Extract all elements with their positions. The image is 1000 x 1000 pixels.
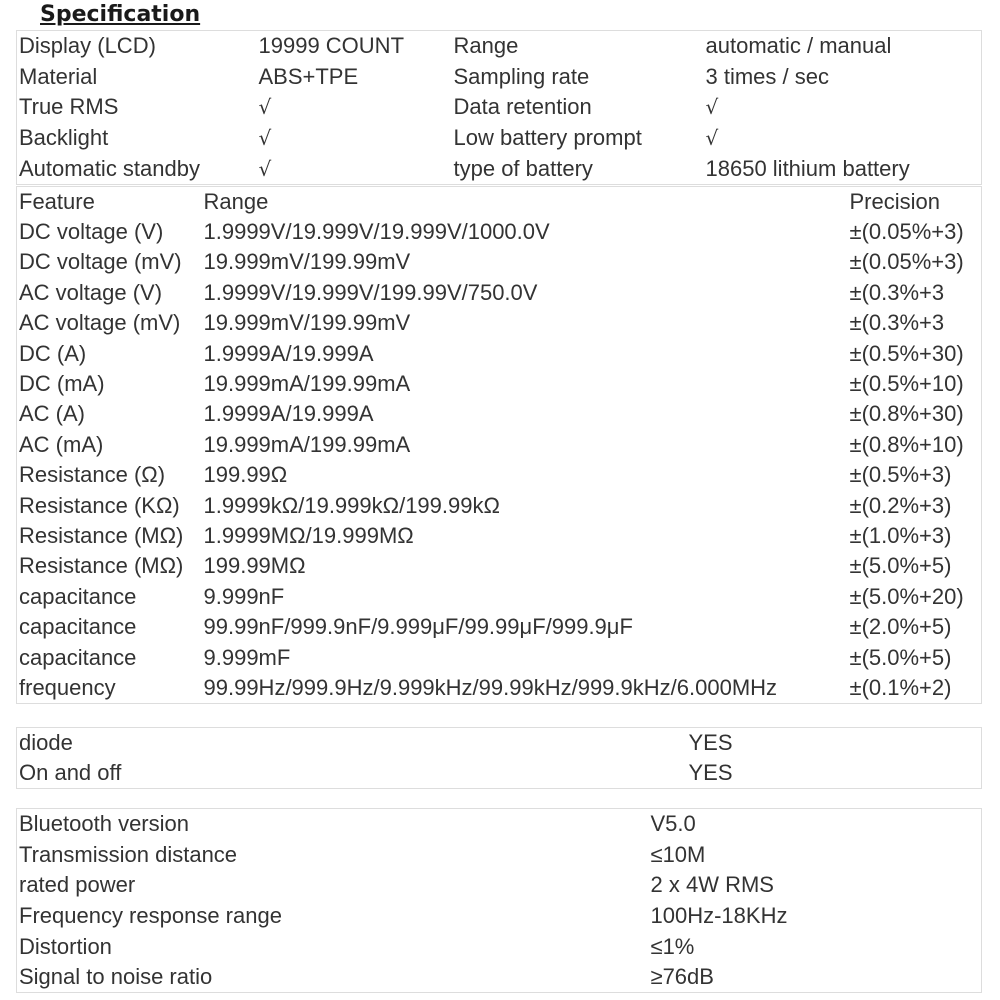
spec-label: Transmission distance	[19, 841, 238, 867]
feature-cell: DC voltage (mV)	[19, 249, 182, 275]
table-row	[17, 612, 982, 642]
spec-label: Data retention	[453, 94, 592, 120]
range-cell: 1.9999A/19.999A	[203, 401, 374, 427]
precision-cell: ±(0.3%+3	[849, 279, 945, 305]
feature-cell: capacitance	[19, 614, 137, 640]
precision-cell: ±(5.0%+5)	[849, 644, 952, 670]
feature-cell: AC voltage (V)	[19, 279, 163, 305]
table-row	[17, 430, 982, 460]
feature-cell: frequency	[19, 674, 116, 700]
column-header-range: Range	[203, 188, 269, 214]
check-mark-icon: √	[705, 126, 719, 151]
range-cell: 19.999mA/199.99mA	[203, 371, 411, 397]
table-row	[17, 31, 982, 62]
feature-cell: Resistance (Ω)	[19, 462, 166, 488]
precision-cell: ±(2.0%+5)	[849, 614, 952, 640]
check-mark-icon: √	[258, 95, 272, 120]
feature-cell: DC (mA)	[19, 371, 105, 397]
check-mark-icon: √	[258, 126, 272, 151]
range-cell: 199.99Ω	[203, 462, 288, 488]
spec-value: 100Hz-18KHz	[650, 902, 788, 928]
spec-value: ≤10M	[650, 841, 706, 867]
table-row	[17, 728, 982, 759]
range-cell: 1.9999V/19.999V/199.99V/750.0V	[203, 279, 538, 305]
table-row	[17, 521, 982, 551]
spec-value: YES	[688, 760, 733, 785]
range-cell: 1.9999A/19.999A	[203, 340, 374, 366]
feature-cell: AC (mA)	[19, 431, 104, 457]
table-row	[17, 870, 982, 901]
spec-label: Material	[19, 63, 98, 89]
range-cell: 1.9999kΩ/19.999kΩ/199.99kΩ	[203, 492, 500, 518]
feature-range-table	[16, 186, 982, 704]
spec-label: On and off	[19, 760, 122, 785]
precision-cell: ±(5.0%+20)	[849, 583, 964, 609]
feature-cell: DC voltage (V)	[19, 219, 164, 245]
spec-label: Display (LCD)	[19, 33, 156, 59]
table-row	[17, 61, 982, 92]
precision-cell: ±(0.2%+3)	[849, 492, 952, 518]
table-row	[17, 399, 982, 429]
spec-label: Automatic standby	[19, 155, 200, 181]
spec-label: Signal to noise ratio	[19, 964, 213, 990]
table-row	[17, 673, 982, 703]
range-cell: 99.99nF/999.9nF/9.999μF/99.99μF/999.9μF	[203, 614, 633, 640]
table-row	[17, 839, 982, 870]
feature-cell: DC (A)	[19, 340, 87, 366]
precision-cell: ±(0.5%+30)	[849, 340, 964, 366]
table-row	[17, 247, 982, 277]
spec-value: V5.0	[650, 811, 696, 837]
precision-cell: ±(0.05%+3)	[849, 249, 964, 275]
range-cell: 99.99Hz/999.9Hz/9.999kHz/99.99kHz/999.9kHz/6.000MHz	[203, 674, 778, 700]
spec-label: type of battery	[453, 155, 593, 181]
range-cell: 19.999mV/199.99mV	[203, 249, 411, 275]
spec-label: Backlight	[19, 125, 109, 151]
precision-cell: ±(0.1%+2)	[849, 674, 952, 700]
table-header-row	[17, 187, 982, 217]
precision-cell: ±(1.0%+3)	[849, 522, 952, 548]
range-cell: 1.9999V/19.999V/19.999V/1000.0V	[203, 219, 550, 245]
range-cell: 9.999mF	[203, 644, 291, 670]
table-row	[17, 551, 982, 581]
table-row	[17, 369, 982, 399]
range-cell: 1.9999MΩ/19.999MΩ	[203, 522, 414, 548]
spec-value: ≥76dB	[650, 964, 714, 990]
feature-cell: Resistance (MΩ)	[19, 522, 184, 548]
feature-cell: AC (A)	[19, 401, 85, 427]
page-title: Specification	[40, 2, 201, 27]
feature-cell: capacitance	[19, 583, 137, 609]
precision-cell: ±(0.3%+3	[849, 310, 945, 336]
precision-cell: ±(0.8%+10)	[849, 431, 964, 457]
spec-label: Bluetooth version	[19, 811, 189, 837]
range-cell: 19.999mV/199.99mV	[203, 310, 411, 336]
spec-label: True RMS	[19, 94, 119, 120]
spec-value: 18650 lithium battery	[705, 155, 910, 181]
spec-value: automatic / manual	[705, 33, 892, 59]
table-row	[17, 758, 982, 789]
check-mark-icon: √	[705, 95, 719, 120]
table-row	[17, 809, 982, 840]
spec-value: 19999 COUNT	[258, 33, 405, 59]
range-cell: 19.999mA/199.99mA	[203, 431, 411, 457]
column-header-feature: Feature	[19, 188, 95, 214]
table-row	[17, 308, 982, 338]
range-cell: 199.99MΩ	[203, 553, 306, 579]
extras-table	[16, 727, 982, 789]
column-header-precision: Precision	[849, 188, 940, 214]
range-cell: 9.999nF	[203, 583, 285, 609]
precision-cell: ±(0.05%+3)	[849, 219, 964, 245]
feature-cell: Resistance (MΩ)	[19, 553, 184, 579]
table-row	[17, 92, 982, 123]
table-row	[17, 490, 982, 520]
table-row	[17, 278, 982, 308]
precision-cell: ±(0.5%+3)	[849, 462, 952, 488]
bluetooth-table	[16, 808, 982, 993]
spec-label: rated power	[19, 872, 136, 898]
spec-label: diode	[19, 730, 73, 755]
feature-cell: AC voltage (mV)	[19, 310, 181, 336]
spec-label: Frequency response range	[19, 902, 282, 928]
table-row	[17, 931, 982, 962]
spec-value: ≤1%	[650, 933, 695, 959]
table-row	[17, 154, 982, 185]
table-row	[17, 338, 982, 368]
spec-value: YES	[688, 730, 733, 755]
spec-value: 2 x 4W RMS	[650, 872, 774, 898]
spec-value: ABS+TPE	[258, 63, 359, 89]
table-row	[17, 582, 982, 612]
spec-value: 3 times / sec	[705, 63, 829, 89]
precision-cell: ±(0.8%+30)	[849, 401, 964, 427]
table-row	[17, 642, 982, 672]
precision-cell: ±(0.5%+10)	[849, 371, 964, 397]
spec-label: Range	[453, 33, 519, 59]
general-spec-table	[16, 30, 982, 185]
precision-cell: ±(5.0%+5)	[849, 553, 952, 579]
feature-cell: Resistance (KΩ)	[19, 492, 180, 518]
spec-label: Sampling rate	[453, 63, 590, 89]
spec-label: Low battery prompt	[453, 125, 642, 151]
table-row	[17, 123, 982, 154]
table-row	[17, 962, 982, 993]
table-row	[17, 217, 982, 247]
table-row	[17, 460, 982, 490]
table-row	[17, 901, 982, 932]
feature-cell: capacitance	[19, 644, 137, 670]
spec-label: Distortion	[19, 933, 112, 959]
check-mark-icon: √	[258, 156, 272, 181]
